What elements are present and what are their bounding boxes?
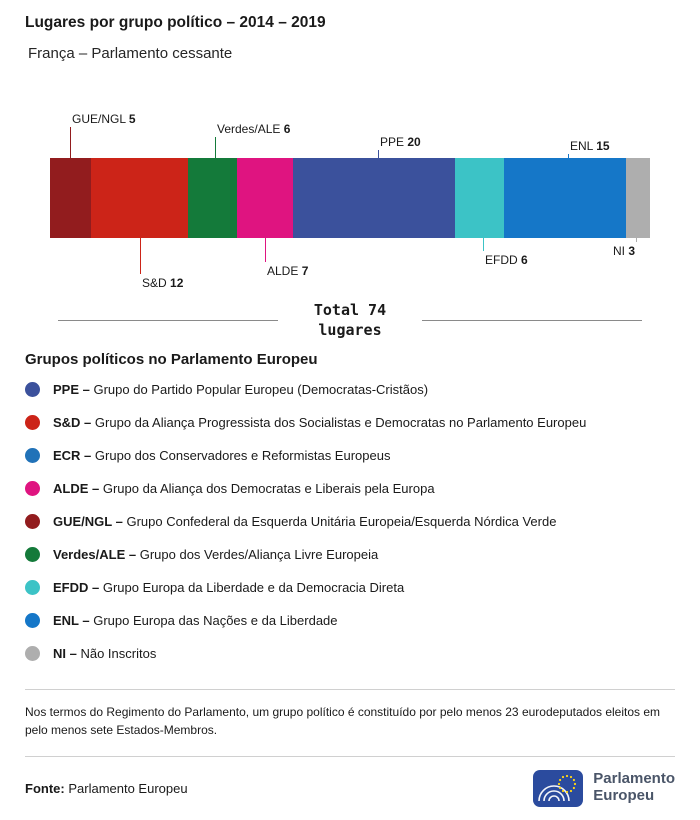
legend-color-dot bbox=[25, 514, 40, 529]
bar-value-label: NI 3 bbox=[612, 244, 635, 258]
ep-logo-graphic bbox=[533, 770, 583, 807]
bar-segment-sd bbox=[91, 158, 188, 238]
legend-title: Grupos políticos no Parlamento Europeu bbox=[25, 350, 318, 368]
legend-item-text: NI – Não Inscritos bbox=[53, 645, 157, 661]
leader-line bbox=[265, 238, 266, 262]
legend-item-text: EFDD – Grupo Europa da Liberdade e da Democracia Direta bbox=[53, 579, 405, 595]
leader-line bbox=[70, 127, 71, 158]
bar-segment-enl bbox=[504, 158, 626, 238]
leader-line bbox=[483, 238, 484, 251]
bar-callout-verdes-ale bbox=[215, 122, 290, 158]
source-label: Fonte: bbox=[25, 780, 65, 796]
page-subtitle: França – Parlamento cessante bbox=[28, 45, 233, 62]
legend-list bbox=[25, 373, 675, 670]
source-line bbox=[25, 781, 188, 796]
legend-color-dot bbox=[25, 547, 40, 562]
legend-item-ppe bbox=[25, 373, 675, 406]
bar-callout-efdd bbox=[483, 238, 528, 266]
bar-value-label: EFDD 6 bbox=[485, 253, 528, 267]
bar-callout-ni bbox=[613, 238, 637, 257]
bar-callout-ppe bbox=[378, 135, 421, 158]
legend-item-gue-ngl bbox=[25, 505, 675, 538]
legend-color-dot bbox=[25, 415, 40, 430]
note-text: Nos termos do Regimento do Parlamento, um grupo político é constituído por pelo menos 23 eurodeputados eleitos em pelo menos sete Estados-Membros. bbox=[25, 704, 661, 738]
stacked-bar bbox=[50, 158, 650, 238]
source-value: Parlamento Europeu bbox=[68, 780, 188, 796]
bar-callout-gue-ngl bbox=[70, 112, 136, 158]
legend-item-ecr bbox=[25, 439, 675, 472]
leader-line bbox=[215, 137, 216, 158]
page-title: Lugares por grupo político – 2014 – 2019 bbox=[25, 14, 326, 31]
legend-item-text: ALDE – Grupo da Aliança dos Democratas e Liberais pela Europa bbox=[53, 480, 435, 496]
legend-item-enl bbox=[25, 604, 675, 637]
bar-value-label: S&D 12 bbox=[142, 276, 184, 290]
legend-item-alde bbox=[25, 472, 675, 505]
legend-item-text: ENL – Grupo Europa das Nações e da Liberdade bbox=[53, 612, 338, 628]
bar-segment-efdd bbox=[455, 158, 504, 238]
ep-logo bbox=[533, 770, 675, 807]
legend-item-text: ECR – Grupo dos Conservadores e Reformistas Europeus bbox=[53, 447, 391, 463]
bar-segment-ppe bbox=[293, 158, 455, 238]
legend-item-verdes-ale bbox=[25, 538, 675, 571]
bar-value-label: Verdes/ALE 6 bbox=[217, 122, 291, 136]
total-seats-label: Total 74 lugares bbox=[313, 301, 387, 340]
legend-color-dot bbox=[25, 580, 40, 595]
divider-line-right bbox=[422, 320, 642, 321]
legend-item-text: S&D – Grupo da Aliança Progressista dos Socialistas e Democratas no Parlamento Europeu bbox=[53, 414, 587, 430]
legend-color-dot bbox=[25, 481, 40, 496]
bar-segment-gue-ngl bbox=[50, 158, 91, 238]
leader-line bbox=[140, 238, 141, 274]
legend-color-dot bbox=[25, 646, 40, 661]
bar-value-label: PPE 20 bbox=[380, 135, 421, 149]
footer bbox=[25, 770, 675, 807]
legend-item-efdd bbox=[25, 571, 675, 604]
legend-item-sd bbox=[25, 406, 675, 439]
legend-color-dot bbox=[25, 382, 40, 397]
bar-callout-alde bbox=[265, 238, 308, 277]
legend-item-text: Verdes/ALE – Grupo dos Verdes/Aliança Livre Europeia bbox=[53, 546, 379, 562]
legend-color-dot bbox=[25, 613, 40, 628]
bar-value-label: GUE/NGL 5 bbox=[72, 112, 136, 126]
legend-item-text: PPE – Grupo do Partido Popular Europeu (Democratas-Cristãos) bbox=[53, 381, 429, 397]
bar-segment-ni bbox=[626, 158, 650, 238]
divider bbox=[25, 756, 675, 757]
legend-item-ni bbox=[25, 637, 675, 670]
bar-callout-sd bbox=[140, 238, 183, 289]
stacked-bar-chart bbox=[0, 106, 700, 294]
bar-segment-alde bbox=[237, 158, 294, 238]
leader-line bbox=[378, 150, 379, 158]
bar-segment-verdes-ale bbox=[188, 158, 237, 238]
divider bbox=[25, 689, 675, 690]
divider-line-left bbox=[58, 320, 278, 321]
bar-value-label: ENL 15 bbox=[570, 139, 610, 153]
bar-callout-enl bbox=[568, 139, 610, 158]
legend-color-dot bbox=[25, 448, 40, 463]
total-seats-divider bbox=[58, 300, 642, 341]
legend-item-text: GUE/NGL – Grupo Confederal da Esquerda Unitária Europeia/Esquerda Nórdica Verde bbox=[53, 513, 557, 529]
ep-logo-wordmark: Parlamento Europeu bbox=[593, 770, 675, 805]
bar-value-label: ALDE 7 bbox=[267, 264, 309, 278]
